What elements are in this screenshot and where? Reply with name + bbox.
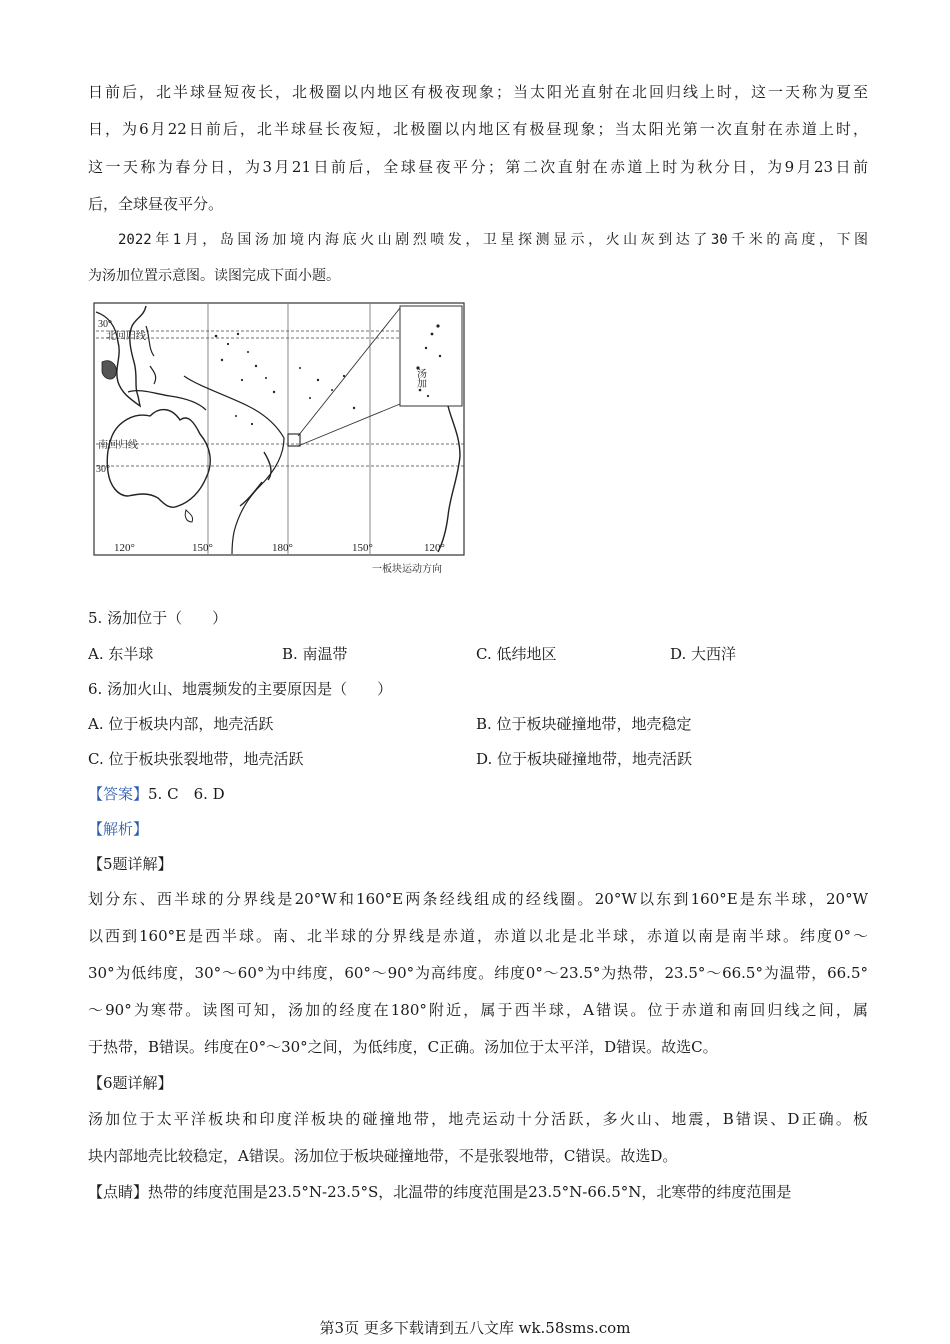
q5-option-c: C. 低纬地区 [476,645,557,663]
q5-detail-line: 于热带，B错误。纬度在0°～30°之间，为低纬度，C正确。汤加位于太平洋，D错误。故选C。 [88,1038,718,1056]
q6-detail-tag: 【6题详解】 [88,1074,173,1092]
tonga-location-map [88,296,470,578]
lon-label-120w: 120° [424,542,445,554]
dianjing-text: 热带的纬度范围是23.5°N-23.5°S，北温带的纬度范围是23.5°N-66.5°N，北寒带的纬度范围是 [148,1183,792,1201]
plate-boundary [184,376,284,554]
q6-option-d: D. 位于板块碰撞地带，地壳活跃 [476,750,693,768]
q5-option-b: B. 南温带 [282,645,348,663]
answer-text: 5. C 6. D [148,785,225,803]
q6-detail-line: 块内部地壳比较稳定，A错误。汤加位于板块碰撞地带，不是张裂地带，C错误。故选D。 [88,1147,678,1165]
q6-option-a: A. 位于板块内部，地壳活跃 [88,715,274,733]
tropic-south-label: 南回归线 [98,440,138,451]
question-intro-line: 为汤加位置示意图。读图完成下面小题。 [88,268,340,284]
inset-connector [298,404,400,446]
paragraph-line: 日，为6月22日前后，北半球昼长夜短，北极圈以内地区有极昼现象；当太阳光第一次直射在赤道上时， [88,120,868,138]
lon-label-120e: 120° [114,542,135,554]
q5-detail-line: 以西到160°E是西半球。南、北半球的分界线是赤道，赤道以北是北半球，赤道以南是南半球。纬度0°～ [88,927,868,945]
south-america-coastline [438,406,460,552]
lon-label-150w: 150° [352,542,373,554]
australia-coastline [107,410,210,508]
q6-option-c: C. 位于板块张裂地带，地壳活跃 [88,750,304,768]
lat-label-south-30: 30° [96,464,110,475]
answer-tag: 【答案】 [88,785,149,803]
dianjing-tag: 【点睛】 [88,1183,149,1201]
lon-label-150e: 150° [192,542,213,554]
dianjing-line [88,1182,868,1202]
q5-detail-line: 划分东、西半球的分界线是20°W和160°E两条经线组成的经线圈。20°W以东到160°E是东半球，20°W [88,890,868,908]
q5-detail-tag: 【5题详解】 [88,855,173,873]
lon-label-180: 180° [272,542,293,554]
q6-detail-line: 汤加位于太平洋板块和印度洋板块的碰撞地带，地壳运动十分活跃，多火山、地震，B错误、D正确。板 [88,1110,868,1128]
inset-connector [298,308,400,436]
q5-option-d: D. 大西洋 [670,645,737,663]
inset-box [400,306,462,406]
inset-label: 汤加 [414,368,426,388]
tropic-north-label: 北回归线 [106,331,146,342]
paragraph-line: 这一天称为春分日，为3月21日前后，全球昼夜平分；第二次直射在赤道上时为秋分日，为9月23日前 [88,158,868,176]
q6-option-b: B. 位于板块碰撞地带，地壳稳定 [476,715,692,733]
borneo-island [102,361,116,379]
new-guinea-coast [128,391,206,410]
pacific-islands [215,333,355,425]
q5-option-a: A. 东半球 [88,645,154,663]
analysis-tag: 【解析】 [88,820,149,838]
q5-detail-line: 30°为低纬度，30°～60°为中纬度，60°～90°为高纬度。纬度0°～23.5°为热带，23.5°～66.5°为温带，66.5° [88,964,868,982]
answer-line [88,784,868,804]
paragraph-line: 后，全球昼夜平分。 [88,195,224,213]
analysis-line [88,819,868,839]
paragraph-line: 日前后，北半球昼短夜长，北极圈以内地区有极夜现象；当太阳光直射在北回归线上时，这一天称为夏至 [88,83,868,101]
q5-detail-line: ～90°为寒带。读图可知，汤加的经度在180°附近，属于西半球，A错误。位于赤道和南回归线之间，属 [88,1001,868,1019]
question-6-stem: 6. 汤加火山、地震频发的主要原因是（ ） [88,680,393,698]
question-intro-line: 2022年1月，岛国汤加境内海底火山剧烈喷发，卫星探测显示，火山灰到达了30千米的高度，下图 [118,232,868,248]
page-footer: 第3页 更多下载请到五八文库 wk.58sms.com [319,1319,631,1337]
tasmania-island [185,510,192,522]
lat-label-north-30: 30° [98,319,112,330]
legend-label: 一板块运动方向 [372,564,442,575]
philippines-coast [146,326,156,384]
question-5-stem: 5. 汤加位于（ ） [88,609,228,627]
